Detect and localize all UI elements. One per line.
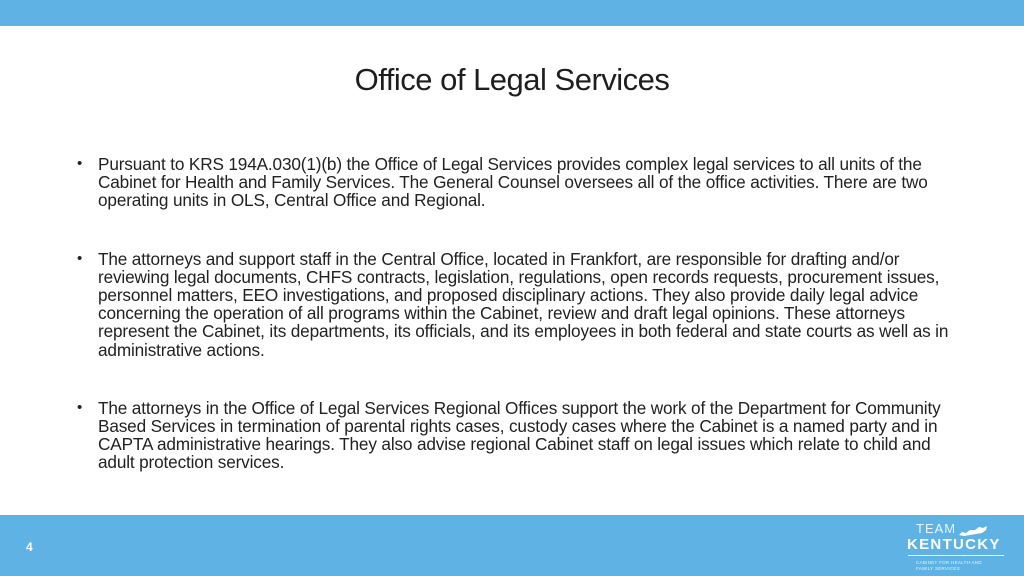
bottom-footer-bar bbox=[0, 515, 1024, 576]
bullet-text: Pursuant to KRS 194A.030(1)(b) the Office of Legal Services provides complex legal services to all units of the Cabinet for Health and Family Services. The General Counsel oversees all of the office activities. There are two operating units in OLS, Central Office and Regional. bbox=[98, 154, 928, 211]
bullet-list bbox=[75, 155, 955, 472]
logo-subtitle-line-2: FAMILY SERVICES bbox=[916, 566, 961, 571]
top-accent-bar bbox=[0, 0, 1024, 26]
bullet-item bbox=[75, 250, 955, 359]
logo-kentucky-text: KENTUCKY bbox=[907, 536, 1001, 553]
bullet-icon: • bbox=[77, 398, 83, 416]
bullet-icon: • bbox=[77, 155, 83, 172]
page-number: 4 bbox=[26, 540, 33, 554]
bullet-icon: • bbox=[77, 249, 83, 267]
logo-subtitle-line-1: CABINET FOR HEALTH AND bbox=[916, 560, 982, 565]
bullet-item bbox=[75, 399, 955, 472]
logo-team-text: TEAM bbox=[916, 521, 957, 536]
bullet-text: The attorneys in the Office of Legal Services Regional Offices support the work of the Department for Community Based Services in termination of parental rights cases, custody cases where the Cabinet is a named party and in CAPTA administrative hearings. They also advise regional Cabinet staff on legal issues which relate to child and adult protection services. bbox=[98, 397, 941, 473]
bullet-item bbox=[75, 155, 955, 210]
slide-title: Office of Legal Services bbox=[354, 62, 670, 97]
team-kentucky-logo bbox=[900, 521, 1012, 573]
bullet-text: The attorneys and support staff in the Central Office, located in Frankfort, are responsible for drafting and/or reviewing legal documents, CHFS contracts, legislation, regulations, open records requests, procurement issues, personnel matters, EEO investigations, and proposed disciplinary actions. They also provide daily legal advice concerning the operation of all programs within the Cabinet, review and draft legal opinions. These attorneys represent the Cabinet, its departments, its officials, and its employees in both federal and state courts as well as in administrative actions. bbox=[98, 248, 949, 360]
logo-divider bbox=[908, 555, 1004, 556]
